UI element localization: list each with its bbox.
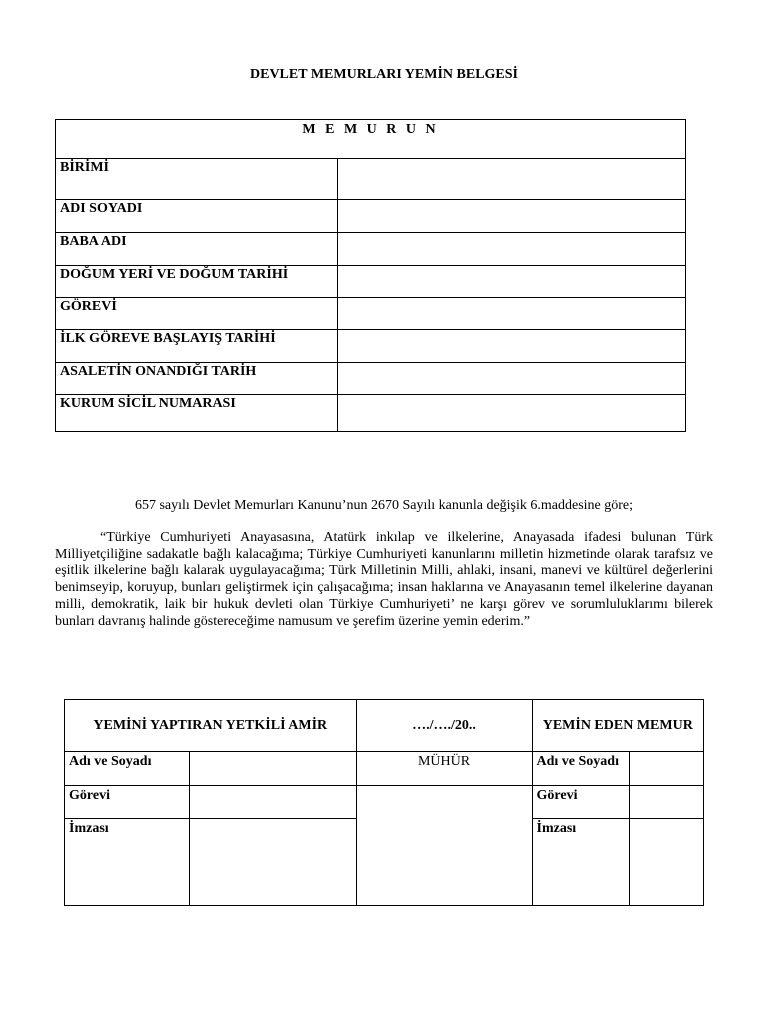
officer-signature-label: İmzası <box>532 819 629 906</box>
signature-table <box>64 699 704 906</box>
authority-signature-value[interactable] <box>190 819 357 906</box>
field-value-registry-number[interactable] <box>338 395 686 432</box>
officer-table-header: M E M U R U N <box>56 120 686 159</box>
authority-signature-label: İmzası <box>65 819 190 906</box>
law-reference: 657 sayılı Devlet Memurları Kanunu’nun 2670 Sayılı kanunla değişik 6.maddesine göre; <box>134 498 634 513</box>
field-value-father-name[interactable] <box>338 233 686 266</box>
field-value-duty[interactable] <box>338 298 686 330</box>
authority-header: YEMİNİ YAPTIRAN YETKİLİ AMİR <box>65 700 357 752</box>
document-title: DEVLET MEMURLARI YEMİN BELGESİ <box>250 67 518 82</box>
officer-name-value[interactable] <box>629 752 703 786</box>
authority-duty-label: Görevi <box>65 786 190 819</box>
field-value-unit[interactable] <box>338 159 686 200</box>
date-header: …./…./20.. <box>356 700 532 752</box>
field-value-birth[interactable] <box>338 266 686 298</box>
seal-label: MÜHÜR <box>356 752 532 786</box>
officer-name-label: Adı ve Soyadı <box>532 752 629 786</box>
officer-info-table <box>55 119 686 432</box>
officer-duty-label: Görevi <box>532 786 629 819</box>
field-label-unit: BİRİMİ <box>56 159 338 200</box>
field-label-birth: DOĞUM YERİ VE DOĞUM TARİHİ <box>56 266 338 298</box>
authority-name-value[interactable] <box>190 752 357 786</box>
officer-header: YEMİN EDEN MEMUR <box>532 700 703 752</box>
field-value-name[interactable] <box>338 200 686 233</box>
field-value-tenure-date[interactable] <box>338 363 686 395</box>
field-label-duty: GÖREVİ <box>56 298 338 330</box>
field-label-start-date: İLK GÖREVE BAŞLAYIŞ TARİHİ <box>56 330 338 363</box>
field-label-name: ADI SOYADI <box>56 200 338 233</box>
authority-duty-value[interactable] <box>190 786 357 819</box>
field-label-registry-number: KURUM SİCİL NUMARASI <box>56 395 338 432</box>
field-label-father-name: BABA ADI <box>56 233 338 266</box>
field-value-start-date[interactable] <box>338 330 686 363</box>
field-label-tenure-date: ASALETİN ONANDIĞI TARİH <box>56 363 338 395</box>
officer-signature-value[interactable] <box>629 819 703 906</box>
officer-duty-value[interactable] <box>629 786 703 819</box>
oath-text: “Türkiye Cumhuriyeti Anayasasına, Atatürk inkılap ve ilkelerine, Anayasada ifadesi bulunan Türk Milliyetçiliğine sadakatle bağlı kalacağıma; Türkiye Cumhuriyeti kanunlarını milletin hizmetinde olarak tarafsız ve eşitlik ilkelerine bağlı kalarak uygulayacağıma; Türk Milletinin Milli, ahlaki, insani, manevi ve kültürel değerlerini benimseyip, koruyup, bunları geliştirmek için çalışacağıma; insan haklarına ve Anayasanın temel ilkelerine dayanan milli, demokratik, laik bir hukuk devleti olan Türkiye Cumhuriyeti’ ne karşı görev ve sorumluluklarımı bilerek bunları davranış halinde göstereceğime namusum ve şerefim üzerine yemin ederim.” <box>55 530 713 629</box>
seal-area[interactable] <box>356 786 532 906</box>
authority-name-label: Adı ve Soyadı <box>65 752 190 786</box>
